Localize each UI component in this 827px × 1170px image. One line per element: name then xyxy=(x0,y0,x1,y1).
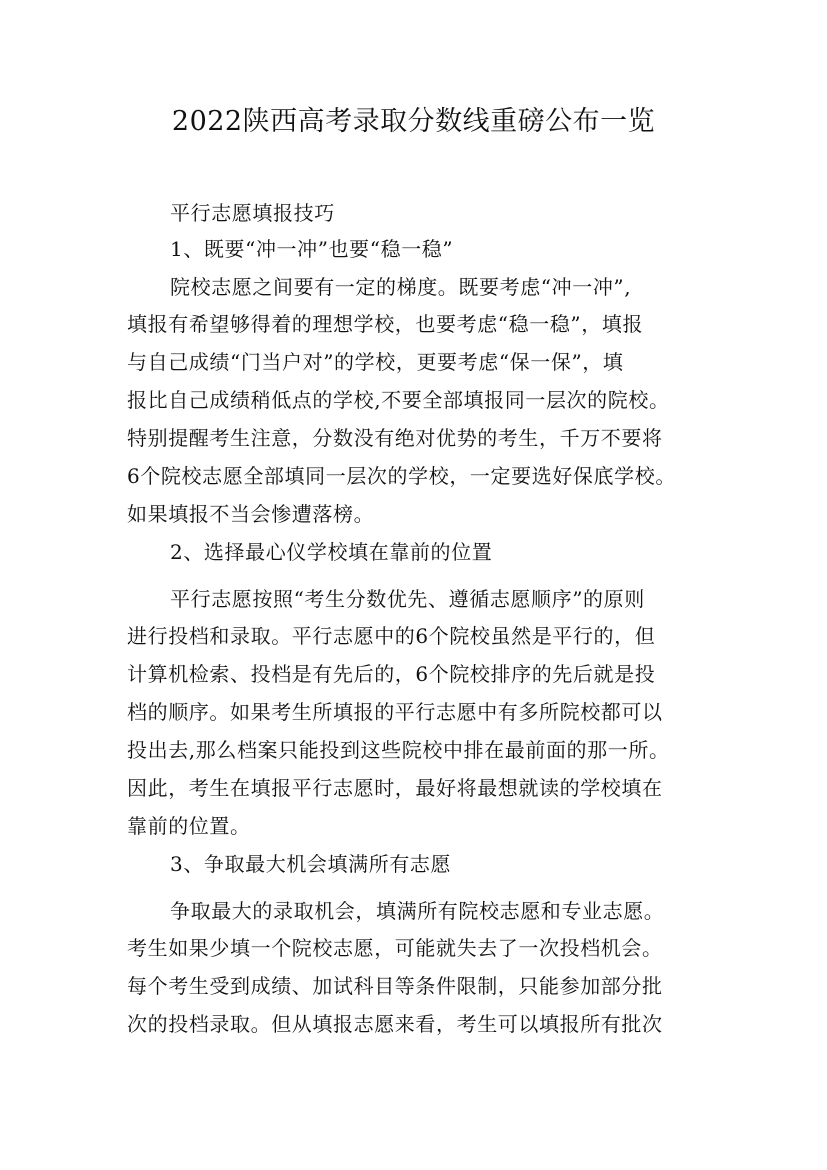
paragraph-line: 特别提醒考生注意，分数没有绝对优势的考生，千万不要将 xyxy=(127,426,663,450)
paragraph-line: 档的顺序。如果考生所填报的平行志愿中有多所院校都可以 xyxy=(127,700,663,724)
paragraph-line: 院校志愿之间要有一定的梯度。既要考虑“冲一冲”, xyxy=(170,275,632,299)
paragraph-line: 填报有希望够得着的理想学校，也要考虑“稳一稳”，填报 xyxy=(127,312,644,336)
paragraph-line: 靠前的位置。 xyxy=(127,814,251,838)
paragraph-line: 与自己成绩“门当户对”的学校，更要考虑“保一保”，填 xyxy=(127,350,624,374)
paragraph-line: 每个考生受到成绩、加试科目等条件限制，只能参加部分批 xyxy=(127,974,663,998)
paragraph-line: 争取最大的录取机会，填满所有院校志愿和专业志愿。 xyxy=(170,899,665,923)
paragraph-line: 考生如果少填一个院校志愿，可能就失去了一次投档机会。 xyxy=(127,936,663,960)
paragraph-line: 计算机检索、投档是有先后的，6个院校排序的先后就是投 xyxy=(127,662,656,686)
paragraph-line: 因此，考生在填报平行志愿时，最好将最想就读的学校填在 xyxy=(127,776,663,800)
page-title: 2022陕西高考录取分数线重磅公布一览 xyxy=(171,106,656,137)
paragraph-line: 6个院校志愿全部填同一层次的学校，一定要选好保底学校。 xyxy=(127,464,676,488)
paragraph-line: 平行志愿按照“考生分数优先、遵循志愿顺序”的原则 xyxy=(170,587,645,611)
paragraph-line: 进行投档和录取。平行志愿中的6个院校虽然是平行的，但 xyxy=(127,624,656,648)
subsection-heading: 2、选择最心仪学校填在靠前的位置 xyxy=(170,540,493,564)
paragraph-line: 次的投档录取。但从填报志愿来看，考生可以填报所有批次 xyxy=(127,1012,663,1036)
paragraph-line: 投出去,那么档案只能投到这些院校中排在最前面的那一所。 xyxy=(127,738,670,762)
subsection-heading: 3、争取最大机会填满所有志愿 xyxy=(170,852,452,876)
paragraph-line: 如果填报不当会惨遭落榜。 xyxy=(127,502,375,526)
paragraph-line: 报比自己成绩稍低点的学校,不要全部填报同一层次的院校。 xyxy=(127,388,670,412)
subsection-heading: 1、既要“冲一冲”也要“稳一稳” xyxy=(170,237,454,261)
section-heading: 平行志愿填报技巧 xyxy=(170,201,335,225)
